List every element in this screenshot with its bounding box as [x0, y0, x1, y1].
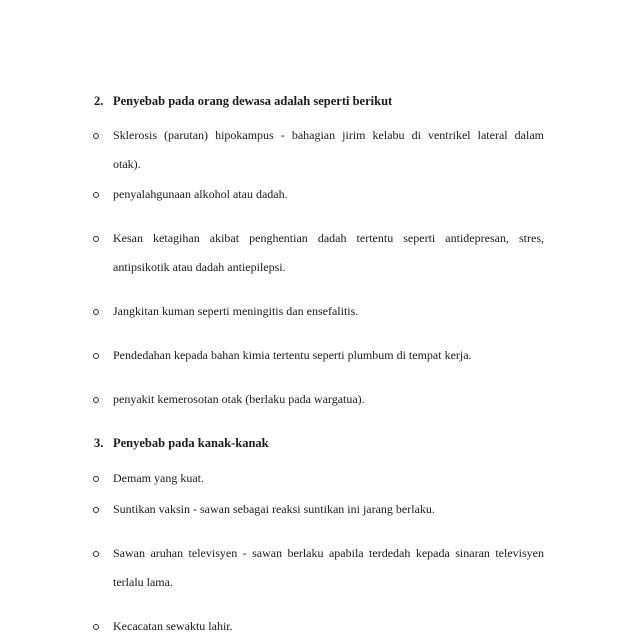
section-heading: [94, 435, 269, 451]
bullet-icon: [93, 309, 99, 315]
section-heading: [94, 93, 392, 109]
bullet-icon: [93, 624, 99, 630]
section-title: Penyebab pada kanak-kanak: [113, 436, 269, 450]
bullet-icon: [93, 236, 99, 242]
list-item: [113, 470, 544, 486]
list-item: [113, 127, 544, 172]
list-item-text-continued: otak).: [113, 157, 141, 171]
list-item: [113, 230, 544, 275]
list-item: [113, 391, 544, 407]
list-item: [113, 545, 544, 590]
list-item: [113, 186, 544, 202]
list-item: [113, 501, 544, 517]
section-title: Penyebab pada orang dewasa adalah seperti berikut: [113, 94, 393, 108]
list-item-text: penyakit kemerosotan otak (berlaku pada wargatua).: [113, 392, 365, 406]
list-item-text: Kecacatan sewaktu lahir.: [113, 619, 233, 633]
list-item-text: penyalahgunaan alkohol atau dadah.: [113, 187, 288, 201]
section-number: 2.: [94, 94, 104, 108]
bullet-icon: [93, 397, 99, 403]
section-number: 3.: [94, 436, 104, 450]
bullet-icon: [93, 476, 99, 482]
list-item: [113, 618, 544, 634]
list-item-text-continued: antipsikotik atau dadah antiepilepsi.: [113, 260, 286, 274]
list-item-text: Suntikan vaksin - sawan sebagai reaksi suntikan ini jarang berlaku.: [113, 502, 435, 516]
list-item-text: Sklerosis (parutan) hipokampus - bahagian jirim kelabu di ventrikel lateral dalam: [113, 128, 544, 142]
list-item: [113, 303, 544, 319]
list-item-text-continued: terlalu lama.: [113, 575, 173, 589]
list-item-text: Jangkitan kuman seperti meningitis dan ensefalitis.: [113, 304, 359, 318]
list-item-text: Pendedahan kepada bahan kimia tertentu seperti plumbum di tempat kerja.: [113, 348, 472, 362]
bullet-icon: [93, 353, 99, 359]
list-item-text: Sawan aruhan televisyen - sawan berlaku apabila terdedah kepada sinaran televisyen: [113, 546, 544, 560]
bullet-icon: [93, 192, 99, 198]
list-item-text: Demam yang kuat.: [113, 471, 204, 485]
list-item-text: Kesan ketagihan akibat penghentian dadah tertentu seperti antidepresan, stres,: [113, 231, 544, 245]
bullet-icon: [93, 133, 99, 139]
bullet-icon: [93, 551, 99, 557]
bullet-icon: [93, 507, 99, 513]
list-item: [113, 347, 544, 363]
